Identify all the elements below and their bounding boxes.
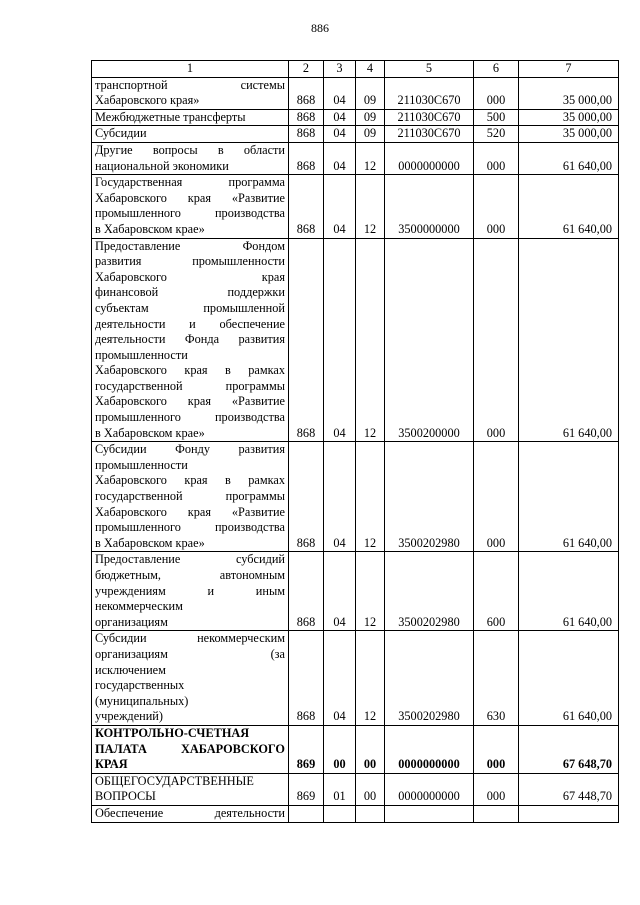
expense-type-cell: 000 — [474, 773, 519, 805]
expense-type-cell: 000 — [474, 238, 519, 442]
section-code-cell: 04 — [324, 77, 356, 109]
row-name-cell — [92, 175, 289, 238]
subsection-code-cell: 09 — [356, 77, 385, 109]
row-name-cell — [92, 805, 289, 822]
expense-type-cell — [474, 805, 519, 822]
amount-cell: 61 640,00 — [519, 238, 619, 442]
target-article-cell: 211030С670 — [385, 109, 474, 126]
row-name-line: учреждениям и иным — [95, 583, 285, 598]
row-name-line: Хабаровского края «Развитие — [95, 190, 285, 205]
ministry-code-cell: 869 — [289, 725, 324, 773]
subsection-code-cell: 12 — [356, 442, 385, 552]
row-name-line: (муниципальных) — [95, 693, 189, 708]
target-article-cell — [385, 805, 474, 822]
section-code-cell: 04 — [324, 238, 356, 442]
table-row — [92, 631, 619, 726]
section-code-cell: 04 — [324, 142, 356, 174]
expense-type-cell: 500 — [474, 109, 519, 126]
row-name-cell — [92, 552, 289, 631]
table-row — [92, 805, 619, 822]
row-name-line: бюджетным, автономным — [95, 568, 285, 582]
ministry-code-cell — [289, 805, 324, 822]
header-cell-2: 2 — [289, 61, 324, 78]
budget-table — [91, 60, 619, 823]
subsection-code-cell: 12 — [356, 552, 385, 631]
section-code-cell: 04 — [324, 442, 356, 552]
row-name-line: развития промышленности — [95, 254, 285, 269]
row-name-line: организациям (за — [95, 646, 285, 661]
table-header-row — [92, 61, 619, 78]
page-number: 886 — [311, 21, 329, 35]
row-name-line: Хабаровского края» — [95, 93, 200, 108]
row-name-line: национальной экономики — [95, 158, 229, 173]
ministry-code-cell: 868 — [289, 109, 324, 126]
amount-cell: 67 448,70 — [519, 773, 619, 805]
ministry-code-cell: 868 — [289, 552, 324, 631]
row-name-line: Субсидии Фонду развития — [95, 442, 285, 457]
table-row — [92, 773, 619, 805]
row-name-line: финансовой поддержки — [95, 285, 285, 300]
ministry-code-cell: 868 — [289, 238, 324, 442]
target-article-cell: 3500000000 — [385, 175, 474, 238]
row-name-line: ВОПРОСЫ — [95, 789, 156, 804]
expense-type-cell: 000 — [474, 725, 519, 773]
ministry-code-cell: 868 — [289, 175, 324, 238]
row-name-line: субъектам промышленной — [95, 300, 285, 315]
target-article-cell: 211030С670 — [385, 126, 474, 143]
row-name-line: организациям — [95, 614, 168, 629]
row-name-line: Другие вопросы в области — [95, 142, 285, 157]
row-name-line: КОНТРОЛЬНО-СЧЕТНАЯ — [95, 725, 250, 740]
row-name-line: учреждений) — [95, 709, 163, 724]
amount-cell: 35 000,00 — [519, 126, 619, 143]
header-cell-4: 4 — [356, 61, 385, 78]
amount-cell: 67 648,70 — [519, 725, 619, 773]
expense-type-cell: 630 — [474, 631, 519, 726]
row-name-line: в Хабаровском крае» — [95, 535, 205, 550]
expense-type-cell: 000 — [474, 442, 519, 552]
row-name-line: Хабаровского края — [95, 269, 285, 284]
row-name-line: деятельности и обеспечение — [95, 316, 285, 331]
row-name-line: Хабаровского края в рамках — [95, 363, 285, 378]
subsection-code-cell: 12 — [356, 631, 385, 726]
section-code-cell: 01 — [324, 773, 356, 805]
row-name-line: государственной программы — [95, 489, 285, 504]
subsection-code-cell: 12 — [356, 142, 385, 174]
row-name-line: Государственная программа — [95, 175, 285, 190]
subsection-code-cell: 09 — [356, 109, 385, 126]
section-code-cell: 04 — [324, 552, 356, 631]
amount-cell — [519, 805, 619, 822]
section-code-cell: 04 — [324, 126, 356, 143]
target-article-cell: 3500200000 — [385, 238, 474, 442]
header-cell-7: 7 — [519, 61, 619, 78]
row-name-cell — [92, 126, 289, 143]
table-row — [92, 142, 619, 174]
row-name-line: Предоставление Фондом — [95, 238, 285, 253]
row-name-line: Субсидии некоммерческим — [95, 631, 285, 646]
row-name-line: ОБЩЕГОСУДАРСТВЕННЫЕ — [95, 773, 254, 788]
row-name-cell — [92, 442, 289, 552]
ministry-code-cell: 868 — [289, 442, 324, 552]
amount-cell: 35 000,00 — [519, 109, 619, 126]
row-name-line: деятельности Фонда развития — [95, 332, 285, 347]
header-cell-5: 5 — [385, 61, 474, 78]
expense-type-cell: 520 — [474, 126, 519, 143]
row-name-line: Хабаровского края «Развитие — [95, 504, 285, 519]
table-row — [92, 552, 619, 631]
row-name-cell — [92, 142, 289, 174]
row-name-line: Хабаровского края «Развитие — [95, 394, 285, 409]
ministry-code-cell: 868 — [289, 142, 324, 174]
row-name-line: государственных — [95, 678, 185, 693]
target-article-cell: 0000000000 — [385, 773, 474, 805]
table-row — [92, 725, 619, 773]
row-name-line: Хабаровского края в рамках — [95, 473, 285, 488]
row-name-line: Обеспечение деятельности — [95, 805, 285, 820]
target-article-cell: 211030С670 — [385, 77, 474, 109]
row-name-cell — [92, 773, 289, 805]
ministry-code-cell: 868 — [289, 631, 324, 726]
target-article-cell: 3500202980 — [385, 631, 474, 726]
header-cell-6: 6 — [474, 61, 519, 78]
section-code-cell: 00 — [324, 725, 356, 773]
target-article-cell: 3500202980 — [385, 552, 474, 631]
expense-type-cell: 000 — [474, 142, 519, 174]
ministry-code-cell: 869 — [289, 773, 324, 805]
row-name-line: Субсидии — [95, 126, 147, 141]
table-row — [92, 442, 619, 552]
ministry-code-cell: 868 — [289, 77, 324, 109]
amount-cell: 61 640,00 — [519, 631, 619, 726]
amount-cell: 35 000,00 — [519, 77, 619, 109]
row-name-cell — [92, 631, 289, 726]
expense-type-cell: 000 — [474, 77, 519, 109]
table-row — [92, 238, 619, 442]
target-article-cell: 0000000000 — [385, 142, 474, 174]
row-name-cell — [92, 238, 289, 442]
header-cell-1: 1 — [92, 61, 289, 78]
row-name-line: промышленности — [95, 457, 188, 472]
row-name-line: Межбюджетные трансферты — [95, 109, 246, 124]
table-row — [92, 109, 619, 126]
row-name-cell — [92, 725, 289, 773]
subsection-code-cell: 00 — [356, 725, 385, 773]
row-name-line: в Хабаровском крае» — [95, 221, 205, 236]
row-name-line: промышленного производства — [95, 206, 285, 221]
section-code-cell: 04 — [324, 175, 356, 238]
section-code-cell — [324, 805, 356, 822]
amount-cell: 61 640,00 — [519, 552, 619, 631]
amount-cell: 61 640,00 — [519, 142, 619, 174]
amount-cell: 61 640,00 — [519, 442, 619, 552]
row-name-line: государственной программы — [95, 378, 285, 393]
target-article-cell: 3500202980 — [385, 442, 474, 552]
row-name-cell — [92, 109, 289, 126]
row-name-line: промышленного производства — [95, 410, 285, 425]
table-row — [92, 77, 619, 109]
row-name-line: Предоставление субсидий — [95, 552, 285, 567]
subsection-code-cell — [356, 805, 385, 822]
row-name-line: в Хабаровском крае» — [95, 425, 205, 440]
row-name-line: исключением — [95, 662, 166, 677]
expense-type-cell: 000 — [474, 175, 519, 238]
subsection-code-cell: 12 — [356, 175, 385, 238]
row-name-line: некоммерческим — [95, 599, 183, 614]
header-cell-3: 3 — [324, 61, 356, 78]
table-row — [92, 175, 619, 238]
row-name-line: транспортной системы — [95, 77, 285, 92]
table-row — [92, 126, 619, 143]
row-name-line: КРАЯ — [95, 757, 128, 772]
ministry-code-cell: 868 — [289, 126, 324, 143]
row-name-cell — [92, 77, 289, 109]
subsection-code-cell: 12 — [356, 238, 385, 442]
section-code-cell: 04 — [324, 109, 356, 126]
subsection-code-cell: 09 — [356, 126, 385, 143]
row-name-line: ПАЛАТА ХАБАРОВСКОГО — [95, 741, 285, 756]
expense-type-cell: 600 — [474, 552, 519, 631]
target-article-cell: 0000000000 — [385, 725, 474, 773]
row-name-line: промышленного производства — [95, 520, 285, 535]
section-code-cell: 04 — [324, 631, 356, 726]
amount-cell: 61 640,00 — [519, 175, 619, 238]
row-name-line: промышленности — [95, 347, 188, 362]
subsection-code-cell: 00 — [356, 773, 385, 805]
